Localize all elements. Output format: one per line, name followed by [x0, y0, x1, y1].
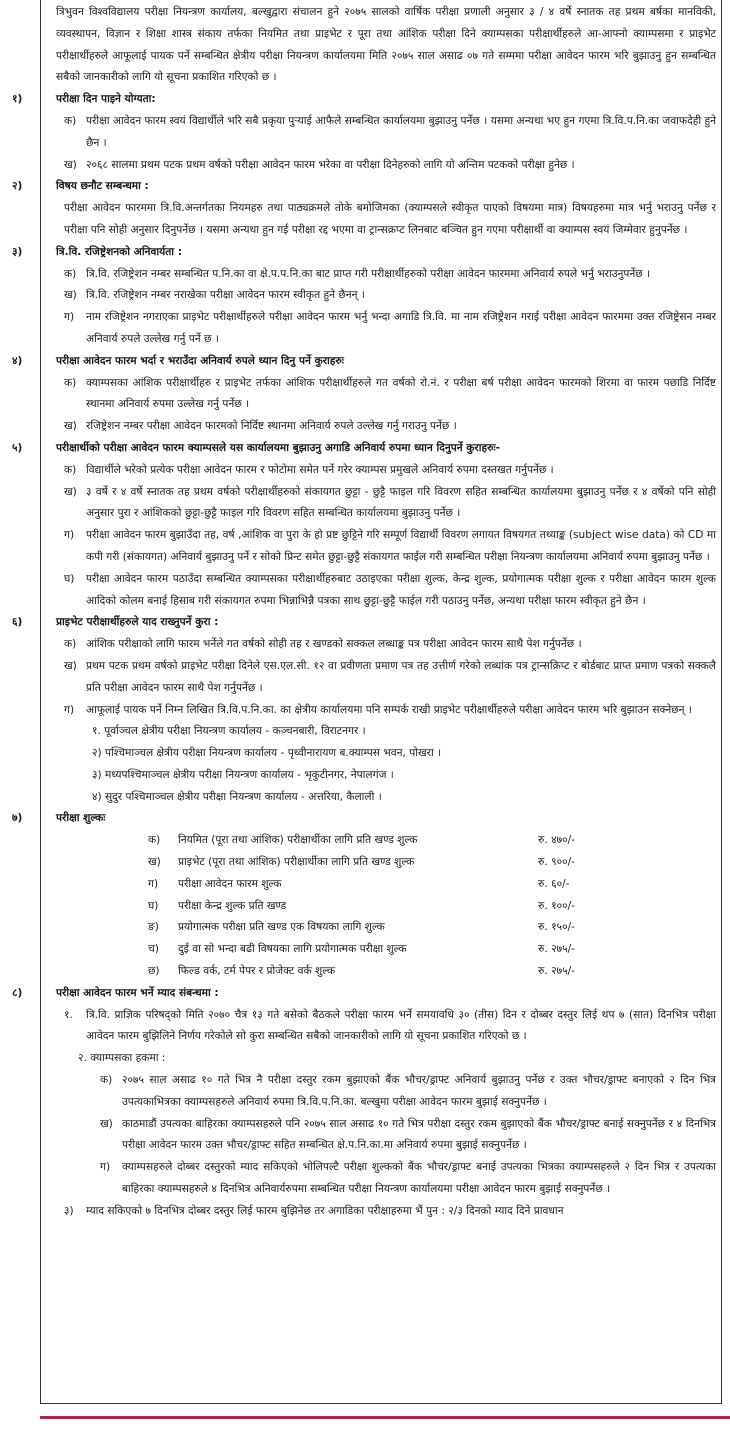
fee-description: परीक्षा आवेदन फारम शुल्क: [178, 877, 282, 890]
section-title: परीक्षा शुल्कः: [56, 812, 106, 825]
section-number: ४): [12, 354, 23, 367]
item-label: क): [64, 114, 77, 127]
item-text: प्रथम पटक प्रथम वर्षको प्राइभेट परीक्षा दिनेले एस.एल.सी. १२ वा प्रवीणता प्रमाण पत्र तह उत्तीर्ण गरेको लब्धांक पत्र ट्रान्सक्रिप्ट र बोर्डबाट प्राप्त प्रमाण पत्रको सक्कलै प्रति परीक्षा आवेदन फारम साथै पेश गर्नुपर्नेछ ।: [86, 659, 716, 694]
item-text: ३ वर्षे र ४ वर्षे स्नातक तह प्रथम वर्षको परीक्षार्थीहरुको संकायगत छुट्टा - छुट्टै फाइल गरि विवरण सहित सम्बन्धित कार्यालयमा बुझाउनु पर्नेछ र ४ वर्षेको पनि सोही अनुसार पुरा र आंशिकको छुट्टा-छुट्टै फाइल गरि विवरण सहित सम्बन्धित कार्यालयमा बुझाउनु पर्नेछ ।: [86, 485, 716, 520]
list-item: [64, 1201, 716, 1223]
fee-amount: रु. १००/-: [538, 899, 575, 912]
item-label: १.: [64, 1008, 73, 1021]
item-label: घ): [64, 572, 75, 585]
item-label: ख): [64, 659, 77, 672]
item-label: ख): [100, 1117, 113, 1130]
campus-subheading: २. क्याम्पसका हकमा :: [78, 1052, 166, 1065]
fee-description: नियमित (पूरा तथा आंशिक) परीक्षार्थीका लागि प्रति खण्ड शुल्क: [178, 834, 418, 847]
notice-content: [12, 2, 716, 1223]
fee-label: छ): [148, 965, 160, 978]
fee-description: फिल्ड वर्क, टर्म पेपर र प्रोजेक्ट वर्क शुल्क: [178, 965, 336, 978]
item-text: त्रि.वि. रजिष्ट्रेशन नम्बर सम्बन्धित प.नि.का वा क्षे.प.प.नि.का बाट प्राप्त गरी परीक्षार्थीहरुको परीक्षा आवेदन फारममा अनिवार्य रुपले भर्नु भराउनुपर्नेछ ।: [86, 267, 651, 280]
item-label: ग): [100, 1161, 111, 1174]
item-text: परीक्षा आवेदन फारम पठाउँदा सम्बन्धित क्याम्पसका परीक्षार्थीहरुबाट उठाइएका परीक्षा शुल्क, केन्द्र शुल्क, प्रयोगात्मक परीक्षा शुल्क र परीक्षा आवेदन फारम शुल्क आदिको कोलम बनाई हिसाब गरी संकायगत रुपमा भिन्नाभिन्नै पत्रका साथ छुट्टा-छुट्टै फाईल गरी पठाउनु पर्नेछ, अन्यथा परीक्षा फारम स्वीकृत हुने छैन ।: [86, 572, 716, 607]
fee-description: परीक्षा केन्द्र शुल्क प्रति खण्ड: [178, 899, 287, 912]
section-number: ७): [12, 812, 23, 825]
item-text: काठमाडौं उपत्यका बाहिरका क्याम्पसहरुले पनि २०७५ साल असाढ १० गते भित्र परीक्षा दस्तुर रकम बुझाएको बैंक भौचर/ड्राफ्ट बनाई सक्नुपर्नेछ र ४ दिनभित्र परीक्षा आवेदन फारम उक्त भौचर/ड्राफ्ट सहित सम्बन्धित क्षे.प.नि.का.मा अनिवार्य रुपमा बुझाई सक्नुपर्नेछ ।: [122, 1117, 716, 1152]
fee-label: ख): [148, 856, 161, 869]
list-item: [64, 416, 716, 438]
item-label: ख): [64, 485, 77, 498]
item-text: क्याम्पसहरुले दोब्बर दस्तुरको म्याद सकिएको भोलिपल्टै परीक्षा शुल्कको बैंक भौचर/ड्राफ्ट बनाई उपत्यका भित्रका क्याम्पसहरुले २ दिन भित्र र उपत्यका बाहिरका क्याम्पसहरुले ४ दिनभित्र अनिवार्यरुपमा सम्बन्धित परीक्षा नियन्त्रण कार्यालयमा परीक्षा आवेदन फारम बुझाई सक्नुपर्नेछ ।: [122, 1161, 716, 1196]
item-text: रजिष्ट्रेशन नम्बर परीक्षा आवेदन फारमको निर्दिष्ट स्थानमा अनिवार्य रुपले उल्लेख गर्नु गराउनु पर्नेछ ।: [86, 420, 457, 433]
table-row: [148, 939, 658, 961]
fee-label: घ): [148, 899, 159, 912]
list-item: [64, 700, 716, 722]
item-text: परीक्षा आवेदन फारम स्वयं विद्यार्थीले भरि सबै प्रकृया पुऱ्याई आफैले सम्बन्धित कार्यालयमा बुझाउनु पर्नेछ । यसमा अन्यथा भए हुन गएमा त्रि.वि.प.नि.का जवाफदेही हुने छैन ।: [86, 114, 716, 149]
item-text: म्याद सकिएको ७ दिनभित्र दोब्बर दस्तुर लिई फारम बुझिनेछ तर अगाडिका परीक्षाहरुमा भैं पुन : २/३ दिनको म्याद दिने प्रावधान: [86, 1204, 564, 1217]
section-4-heading: [12, 351, 716, 373]
item-label: ग): [64, 311, 75, 324]
item-label: ख): [64, 158, 77, 171]
section-title: परीक्षा आवेदन फारम भर्ने म्याद संबन्धमा :: [56, 986, 219, 999]
list-item: [64, 155, 716, 177]
section-3-heading: [12, 242, 716, 264]
section-title: त्रि.वि. रजिष्ट्रेशनको अनिवार्यता :: [56, 245, 182, 258]
section-8-heading: [12, 983, 716, 1005]
list-item: [64, 1005, 716, 1049]
item-text: परीक्षा आवेदन फारम बुझाउँदा तह, वर्ष ,आंशिक वा पुरा के हो प्रष्ट छुट्टिने गरि सम्पूर्ण विद्यार्थी विवरण लगायत विषयगत तथ्याङ्क (subject wise data) को CD मा कपी गरी (संकायगत) अनिवार्य बुझाउनु पर्ने र सोको प्रिन्ट समेत छुट्टा-छुट्टै संकायगत फाईल गरी सम्बन्धित परीक्षा नियन्त्रण कार्यालयमा अनिवार्य रुपमा बुझाउनु पर्नेछ ।: [86, 529, 716, 563]
fee-description: प्रयोगात्मक परीक्षा प्रति खण्ड एक विषयका लागि शुल्क: [178, 921, 385, 934]
fee-label: क): [148, 834, 161, 847]
section-title: परीक्षार्थीको परीक्षा आवेदन फारम क्याम्पसले यस कार्यालयमा बुझाउनु अगाडि अनिवार्य रुपमा ध्यान दिनुपर्ने कुराहरुः-: [56, 441, 501, 454]
fee-amount: रु. ६०/-: [538, 877, 570, 890]
list-item: [64, 656, 716, 700]
item-label: ३): [64, 1204, 74, 1217]
section-title: विषय छनौट सम्बन्धमा :: [56, 180, 149, 193]
list-item: [64, 482, 716, 526]
fee-label: ग): [148, 877, 159, 890]
fee-description: दुई वा सो भन्दा बढी विषयका लागि प्रयोगात्मक परीक्षा शुल्क: [178, 943, 407, 956]
table-row: [148, 874, 658, 896]
list-item: [64, 525, 716, 569]
item-label: क): [64, 638, 77, 651]
item-label: क): [64, 376, 77, 389]
pink-divider-line: [40, 1416, 730, 1419]
section-number: २): [12, 180, 23, 193]
section-number: ६): [12, 616, 23, 629]
item-text: क्याम्पसका आंशिक परीक्षार्थीहरु र प्राइभेट तर्फका आंशिक परीक्षार्थीहरुले गत वर्षको रो.नं. र परीक्षा बर्ष परीक्षा आवेदन फारमको शिरमा वा फारम पछाडि निर्दिष्ट स्थानमा अनिवार्य रुपमा उल्लेख गर्नु पर्नेछ ।: [86, 376, 716, 411]
item-label: ख): [64, 420, 77, 433]
fee-amount: रु. १५०/-: [538, 921, 575, 934]
table-row: [148, 917, 658, 939]
table-row: [148, 852, 658, 874]
section-2-text: परीक्षा आवेदन फारममा त्रि.वि.अन्तर्गतका नियमहरु तथा पाठ्यक्रमले तोके बमोजिमका (क्याम्पसले स्वीकृत पाएको विषयमा मात्र) विषयहरुमा मात्र भर्नु भराउनु पर्नेछ र परीक्षा पनि सोही अनुसार दिनुपर्नेछ । यसमा अन्यथा हुन गई परीक्षा रद्द भएमा वा ट्रान्सक्रप्ट लिनबाट बञ्चित हुन गएमा परीक्षार्थी वा क्याम्पस स्वयं जिम्मेवार हुनुपर्नेछ ।: [64, 202, 716, 236]
intro-paragraph: त्रिभुवन विश्वविद्यालय परीक्षा नियन्त्रण कार्यालय, बल्खुद्वारा संचालन हुने २०७५ सालको वार्षिक परीक्षा प्रणाली अनुसार ३ / ४ वर्षे स्नातक तह प्रथम बर्षका मानविकी, व्यवस्थापन, विज्ञान र शिक्षा शास्त्र संकाय तर्फका नियमित तथा प्राइभेट र पूरा तथा आंशिक परीक्षा दिने क्याम्पसका परीक्षार्थीहरुले आ-आफ्नो क्याम्पसमा र प्राइभेट परीक्षार्थीहरुले आफूलाई पायक पर्ने सम्बन्धित क्षेत्रीय परीक्षा नियन्त्रण कार्यालयमा मिति २०७५ साल असाढ ०७ गते सम्ममा परीक्षा आवेदन फारम भरि बुझाउनु हुन सम्बन्धित सबैको जानकारीको लागि यो सूचना प्रकाशित गरिएको छ ।: [56, 6, 716, 84]
item-text: त्रि.वि. रजिष्ट्रेशन नम्बर नराखेका परीक्षा आवेदन फारम स्वीकृत हुने छैनन् ।: [86, 289, 365, 302]
section-number: १): [12, 93, 23, 106]
fee-amount: रु. २७५/-: [538, 965, 575, 978]
section-number: ८): [12, 986, 23, 999]
section-2-heading: [12, 176, 716, 198]
fee-amount: रु. ९००/-: [538, 856, 575, 869]
item-label: क): [64, 463, 77, 476]
list-item: [64, 634, 716, 656]
section-number: ३): [12, 245, 23, 258]
section-1-heading: [12, 89, 716, 111]
regional-office: ४) सुदुर पश्चिमाञ्चल क्षेत्रीय परीक्षा नियन्त्रण कार्यालय - अत्तरिया, कैलाली ।: [92, 790, 382, 803]
list-item: [64, 285, 716, 307]
item-text: नाम रजिष्ट्रेशन नगराएका प्राइभेट परीक्षार्थीहरुले परीक्षा आवेदन फारम भर्नु भन्दा अगाडि त्रि.वि. मा नाम रजिष्ट्रेशन गराई परीक्षा आवेदन फारममा उक्त रजिष्ट्रेसन नम्बर अनिवार्य रुपले उल्लेख गर्नु पर्ने छ ।: [86, 311, 716, 345]
item-text: आफूलाई पायक पर्ने निम्न लिखित त्रि.वि.प.नि.का. का क्षेत्रीय कार्यालयमा पनि सम्पर्क राखी प्राइभेट परीक्षार्थीहरुले परीक्षा आवेदन फारम भरि बुझाउन सक्नेछन् ।: [86, 703, 692, 716]
regional-office: २) पश्चिमाञ्चल क्षेत्रीय परीक्षा नियन्त्रण कार्यालय - पृथ्वीनारायण ब.क्याम्पस भवन, पोखरा ।: [92, 747, 442, 760]
item-label: क): [100, 1074, 113, 1087]
section-6-heading: [12, 612, 716, 634]
list-item: [100, 1114, 716, 1158]
table-row: [148, 830, 658, 852]
section-7-heading: [12, 808, 716, 830]
fee-amount: रु. २७५/-: [538, 943, 575, 956]
item-label: ग): [64, 529, 75, 542]
item-label: क): [64, 267, 77, 280]
list-item: [100, 1070, 716, 1114]
item-text: आंशिक परीक्षाको लागि फारम भर्नेले गत वर्षको सोही तह र खण्डको सक्कल लब्धाङ्क पत्र परीक्षा आवेदन फारम साथै पेश गर्नुपर्नेछ ।: [86, 638, 582, 651]
list-item: [64, 307, 716, 351]
list-item: [100, 1157, 716, 1201]
item-label: ग): [64, 703, 75, 716]
table-row: [148, 961, 658, 983]
item-label: ख): [64, 289, 77, 302]
table-row: [148, 896, 658, 918]
section-number: ५): [12, 441, 23, 454]
list-item: [64, 264, 716, 286]
item-text: २०७५ साल असाढ १० गते भित्र नै परीक्षा दस्तुर रकम बुझाएको बैंक भौचर/ड्राफ्ट अनिवार्य बुझाउनु पर्नेछ र उक्त भौचर/ड्राफ्ट बनाएको २ दिन भित्र उपत्यकाभित्रका क्याम्पसहरुले अनिवार्य रुपमा त्रि.वि.प.नि.का. बल्खुमा परीक्षा आवेदन फारम बुझाई सक्नुपर्नेछ ।: [122, 1074, 716, 1108]
list-item: [64, 569, 716, 613]
fee-amount: रु. ४७०/-: [538, 834, 575, 847]
regional-office: ३) मध्यपश्चिमाञ्चल क्षेत्रीय परीक्षा नियन्त्रण कार्यालय - भृकुटीनगर, नेपालगंज ।: [92, 768, 394, 781]
fee-description: प्राइभेट (पूरा तथा आंशिक) परीक्षार्थीका लागि प्रति खण्ड शुल्क: [178, 856, 415, 869]
item-text: विद्यार्थीले भरेको प्रत्येक परीक्षा आवेदन फारम र फोटोमा समेत पर्ने गरेर क्याम्पस प्रमुखले अनिवार्य रुपमा दस्तखत गर्नुपर्नेछ ।: [86, 463, 554, 476]
item-text: २०६८ सालमा प्रथम पटक प्रथम वर्षको परीक्षा आवेदन फारम भरेका वा परीक्षा दिनेहरुको लागि यो अन्तिम पटकको परीक्षा हुनेछ ।: [86, 158, 575, 171]
regional-office: १. पूर्वाञ्चल क्षेत्रीय परीक्षा नियन्त्रण कार्यालय - कञ्चनबारी, विराटनगर ।: [92, 725, 366, 738]
item-text: त्रि.वि. प्राज्ञिक परिषद्को मिति २०७० चैत्र १३ गते बसेको बैठकले परीक्षा फारम भर्ने समयावधि ३० (तीस) दिन र दोब्बर दस्तुर लिई थप ७ (सात) दिनभित्र परीक्षा आवेदन फारम बुझिलिने निर्णय गरेकोले सो कुरा सम्बन्धित सबैको जानकारीको लागि यो सूचना प्रकाशित गरिएको छ ।: [86, 1008, 716, 1043]
section-5-heading: [12, 438, 716, 460]
fee-label: ङ): [148, 921, 159, 934]
list-item: [64, 111, 716, 155]
section-title: परीक्षा दिन पाइने योग्यता:: [56, 93, 156, 106]
section-title: प्राइभेट परीक्षार्थीहरुले याद राख्नुपर्ने कुरा :: [56, 616, 219, 629]
section-title: परीक्षा आवेदन फारम भर्दा र भराउँदा अनिवार्य रुपले ध्यान दिनु पर्ने कुराहरुः: [56, 354, 344, 367]
fee-label: च): [148, 943, 159, 956]
list-item: [64, 373, 716, 417]
list-item: [64, 460, 716, 482]
fee-table: [148, 830, 658, 983]
